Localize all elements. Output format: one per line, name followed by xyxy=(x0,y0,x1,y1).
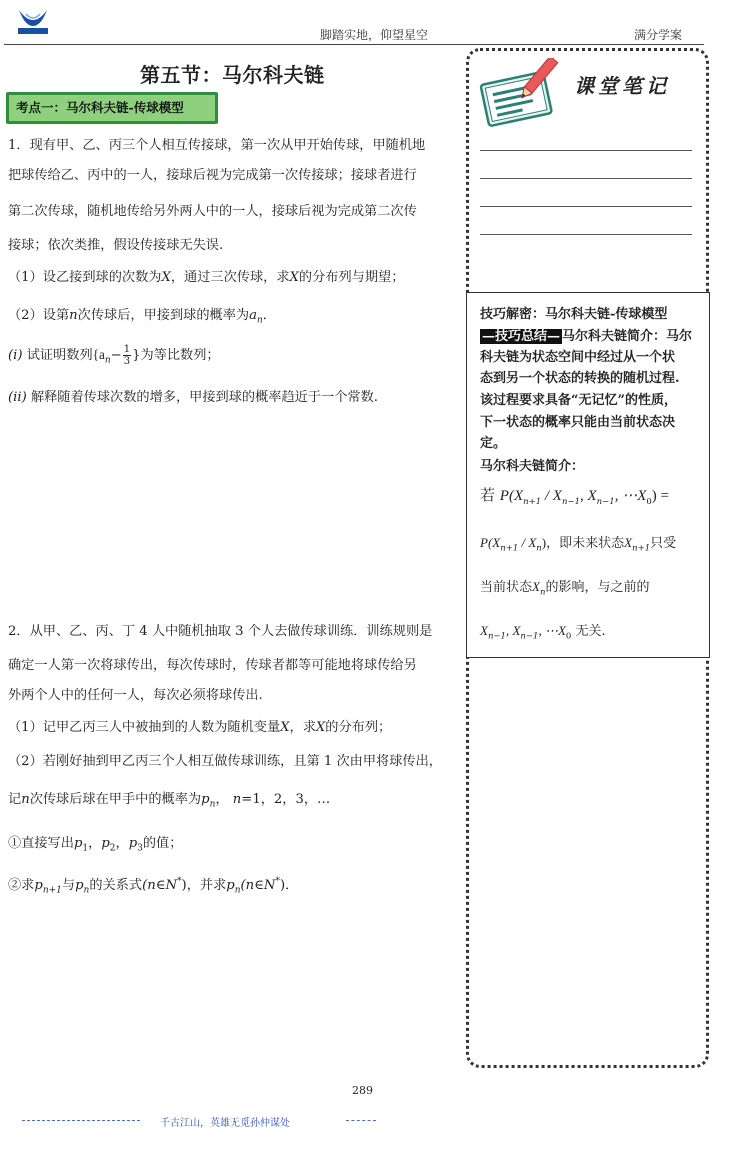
notebook-pencil-icon xyxy=(476,58,560,128)
tips-formula-line: 若 $P(X_{n+1} / X_{n-1}$, $X_{n-1}$, $\cdots X_0$) = xyxy=(480,486,669,507)
notes-heading: 课堂笔记 xyxy=(574,76,670,98)
footer-slogan: 千古江山，英雄无觅孙仲谋处 xyxy=(160,1118,290,1129)
note-writing-line xyxy=(480,234,692,235)
note-writing-line xyxy=(480,206,692,207)
note-writing-line xyxy=(480,150,692,151)
problem2-line: 外两个人中的任何一人，每次必须将球传出. xyxy=(8,688,263,703)
footer-dash-right xyxy=(346,1120,376,1121)
problem2-part2: ②求$p_{n+1}$与$p_n$的关系式(n∈N*)，并求$p_n(n\in N^*)$． xyxy=(8,876,299,896)
problem2-line: 确定一人第一次将球传出，每次传球时，传球者都等可能地将球传给另 xyxy=(8,658,417,673)
tips-formula-line: $P(X_{n+1} / X_n)$，即未来状态$X_{n+1}$只受 xyxy=(480,535,677,554)
tips-line: 科夫链为状态空间中经过从一个状 xyxy=(480,350,676,365)
topic-badge-label: 考点一：马尔科夫链-传球模型 xyxy=(9,95,215,121)
topic-badge xyxy=(6,92,218,124)
problem1-line: 接球；依次类推，假设传接球无失误. xyxy=(8,238,224,253)
footer-dash-left xyxy=(22,1120,140,1121)
problem1-line: 1．现有甲、乙、丙三个人相互传接球，第一次从甲开始传球，甲随机地 xyxy=(8,138,426,153)
tips-line: 态到另一个状态的转换的随机过程. xyxy=(480,371,680,386)
problem1-question1: （1）设乙接到球的次数为X，通过三次传球，求X的分布列与期望； xyxy=(8,270,405,285)
header-brand: 满分学案 xyxy=(634,28,683,42)
problem2-question2-cont: 记n次传球后球在甲手中的概率为$p_n$， n=1，2，3，… xyxy=(8,792,331,810)
tips-formula-line: $X_{n-1}$, $X_{n-1}$, $\cdots X_0$ 无关. xyxy=(480,623,606,642)
problem2-question2: （2）若刚好抽到甲乙丙三个人相互做传球训练，且第 1 次由甲将球传出， xyxy=(8,754,442,769)
brand-logo-icon xyxy=(14,6,52,36)
problem1-question2: （2）设第n次传球后，甲接到球的概率为$a_n$． xyxy=(8,308,276,326)
tips-subheading: 马尔科夫链简介： xyxy=(480,459,585,474)
tips-line: —技巧总结— 马尔科夫链简介：马尔 xyxy=(482,329,693,344)
section-title: 第五节：马尔科夫链 xyxy=(140,63,325,87)
problem1-line: 把球传给乙、丙中的一人，接球后视为完成第一次传接球；接球者进行 xyxy=(8,168,417,183)
problem1-subquestion-ii: (ii) 解释随着传球次数的增多，甲接到球的概率趋近于一个常数. xyxy=(8,390,379,405)
problem2-question1: （1）记甲乙丙三人中被抽到的人数为随机变量X，求X的分布列； xyxy=(8,720,392,735)
page-number: 289 xyxy=(352,1084,373,1097)
tips-line: 该过程要求具备“无记忆”的性质， xyxy=(480,393,677,408)
tips-formula-line: 当前状态$X_n$的影响，与之前的 xyxy=(480,579,650,598)
note-writing-line xyxy=(480,178,692,179)
tips-line: 定。 xyxy=(480,436,507,451)
tips-title: 技巧解密：马尔科夫链-传球模型 xyxy=(480,307,668,322)
problem1-line: 第二次传球，随机地传给另外两人中的一人，接球后视为完成第二次传 xyxy=(8,204,417,219)
tips-line: 下一状态的概率只能由当前状态决 xyxy=(480,415,676,430)
header-divider xyxy=(4,44,704,45)
problem2-part1: ①直接写出$p_1$，$p_2$，$p_3$的值； xyxy=(8,836,183,854)
header-motto: 脚踏实地，仰望星空 xyxy=(320,28,429,42)
problem1-subquestion-i: (i) 试证明数列{$a_n-$ $\frac{1}{3}$ }为等比数列； xyxy=(8,344,220,367)
problem2-line: 2．从甲、乙、丙、丁 4 人中随机抽取 3 个人去做传球训练．训练规则是 xyxy=(8,624,433,639)
fraction-one-third: $\frac{1}{3}$ xyxy=(123,344,131,367)
tips-summary-label: —技巧总结— xyxy=(482,329,561,344)
